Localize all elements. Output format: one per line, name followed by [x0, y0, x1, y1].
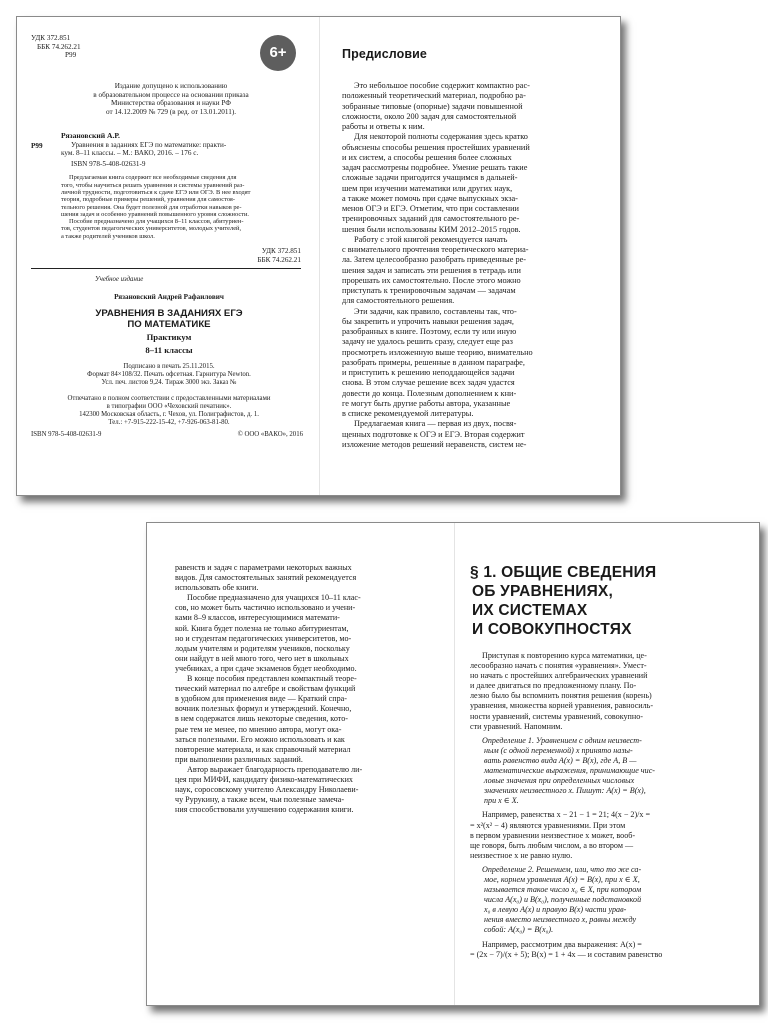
- text-line: числа A(x₀) и B(x₀), полученные подстановкой: [484, 895, 642, 905]
- imprint-line: Подписано в печать 25.11.2015.: [123, 363, 215, 371]
- abstract-line: того, чтобы научиться решать уравнения и системы уравнений раз-: [61, 181, 245, 189]
- definition-1: [470, 736, 747, 807]
- text-line: задачу не удалось решить сразу, следует еще раз: [342, 337, 513, 347]
- edition-subtitle: Практикум: [146, 332, 192, 343]
- section-title-line: ОБ УРАВНЕНИЯХ,: [472, 583, 613, 600]
- text-line: в списке рекомендуемой литературы.: [342, 409, 474, 418]
- text-line: вать равенство вида A(x) = B(x), где A, B —: [484, 755, 637, 765]
- library-entry: [31, 132, 307, 240]
- text-line: В конце пособия представлен компактный теоре-: [187, 674, 357, 684]
- text-line: изложение методов решений неравенств, систем не-: [342, 439, 527, 449]
- catalog-codes-repeat: [31, 247, 307, 264]
- section-title-line: И СОВОКУПНОСТЯХ: [472, 621, 632, 638]
- section-title-line: ИХ СИСТЕМАХ: [472, 602, 588, 619]
- library-code: Р99: [31, 142, 43, 150]
- edition-title-line: ПО МАТЕМАТИКЕ: [127, 319, 211, 331]
- imprint-line: 142300 Московская область, г. Чехов, ул. Полиграфистов, д. 1.: [79, 411, 259, 419]
- text-line: разобрать примеры, решенные в данном параграфе,: [342, 357, 525, 367]
- preface-continued-text: [175, 563, 432, 815]
- text-line: просмотреть изложенную выше теорию, внимательно: [342, 347, 533, 357]
- text-line: бы закрепить и упрочить навыки решения задач,: [342, 316, 514, 326]
- text-line: приступать к тренировочным задачам — задачам: [342, 286, 516, 295]
- text-line: Например, равенства x − 21 − 1 = 21; 4(x − 2)/x =: [482, 810, 651, 820]
- text-line: рые тем не менее, по мнению автора, могут ока-: [175, 724, 342, 734]
- abstract-line: тов, студентов педагогических университетов, молодых учителей,: [61, 225, 242, 233]
- text-line: заться полезными. Его можно использовать и как: [175, 734, 345, 744]
- abstract-line: личной трудности, подготовиться к сдаче ЕГЭ или ОГЭ. В нее входят: [61, 188, 251, 196]
- preface-continued-page: [147, 523, 454, 1005]
- text-line: кой. Книга будет полезна не только абитуриентам,: [175, 623, 349, 633]
- text-line: прорешать их самостоятельно. После этого можно: [342, 275, 521, 285]
- text-line: с внимательного прочтения теоретического материа-: [342, 245, 529, 254]
- preface-heading: Предисловие: [342, 47, 427, 61]
- copyright-page: [17, 17, 319, 495]
- text-line: задач рассмотрены подробнее. Умение решать такие: [342, 163, 528, 172]
- text-line: нения вместо неизвестного x, равны между: [484, 915, 637, 925]
- text-line: ловые значения при определенных числовых: [484, 776, 635, 786]
- text-line: использовать обе книги.: [175, 583, 259, 593]
- section-title: [470, 563, 747, 639]
- text-line: Пособие предназначено для учащихся 10–11 клас-: [187, 593, 361, 603]
- text-line: Приступая к повторению курса математики, це-: [482, 651, 647, 660]
- text-line: сложные задачи пригодится учащимся в дальней-: [342, 173, 518, 183]
- text-line: но и студентам педагогических университетов, мо-: [175, 633, 352, 643]
- text-line: тический материал по алгебре и свойствам функций: [175, 684, 356, 694]
- text-line: тренировочных заданий для самостоятельного ре-: [342, 214, 520, 224]
- text-line: цея при МИФИ, кандидату физико-математических: [175, 774, 353, 784]
- text-line: и их систем, а способы решения более сложных: [342, 152, 512, 162]
- text-line: в первом уравнении неизвестное x может, вооб-: [470, 830, 636, 840]
- text-line: Определение 2. Решением, или, что то же са-: [482, 864, 642, 874]
- abstract-line: Пособие предназначено для учащихся 8–11 классов, абитуриен-: [69, 218, 244, 226]
- text-line: положенный теоретический материал, подробно ра-: [342, 91, 526, 101]
- text-line: уравнения, множества корней уравнения, равносиль-: [470, 701, 654, 711]
- edition-title: [31, 308, 307, 330]
- approval-line: Министерства образования и науки РФ: [111, 99, 231, 108]
- text-line: менов ОГЭ и ЕГЭ. Отметим, что при составлении: [342, 204, 519, 213]
- book-spread-2: [146, 522, 760, 1006]
- abstract-line: а также родителей учеников школ.: [61, 232, 155, 240]
- text-line: равенств и задач с параметрами некоторых важных: [175, 563, 352, 572]
- library-description: кум. 8–11 классы. – М.: ВАКО, 2016. – 176 с.: [61, 149, 199, 158]
- text-line: и далее двигаться по предложенному плану. По-: [470, 681, 637, 691]
- text-line: сти уравнений. Напомним.: [470, 721, 563, 731]
- text-line: щенных подготовке к ОГЭ и ЕГЭ. Вторая содержит: [342, 429, 525, 439]
- approval-line: от 14.12.2009 № 729 (в ред. от 13.01.2011).: [105, 107, 237, 116]
- imprint-line: Усл. печ. листов 9,24. Тираж 3000 экз. Заказ №: [101, 379, 237, 387]
- imprint-line: Отпечатано в полном соответствии с предоставленными материалами: [67, 395, 271, 403]
- text-line: объяснены способы решения простейших уравнений: [342, 142, 530, 152]
- catalog-code-udk: УДК 372.851: [261, 247, 301, 256]
- text-line: работы и ответы к ним.: [342, 122, 425, 131]
- catalog-code-author: Р99: [65, 51, 77, 60]
- text-line: шения были использованы КИМ 2012–2015 годов.: [342, 224, 521, 234]
- text-line: = (2x − 7)/(x + 5); B(x) = 1 + 4x — и составим равенство: [470, 949, 663, 959]
- approval-line: Издание допущено к использованию: [114, 82, 228, 90]
- age-rating-badge: 6+: [260, 35, 296, 71]
- preface-text: [342, 81, 600, 450]
- section-intro: [470, 651, 747, 732]
- example-2: [470, 940, 747, 960]
- text-line: мое, корнем уравнения A(x) = B(x), при x ∈ X,: [484, 874, 640, 884]
- text-line: собой: A(x₀) = B(x₀).: [484, 925, 554, 935]
- section-page: [454, 523, 760, 1005]
- text-line: Предлагаемая книга — первая из двух, посвя-: [354, 419, 517, 429]
- text-line: шения задач и записать эти решения в тетрадь или: [342, 265, 521, 275]
- abstract-line: тельного решения. Она будет полезной для отработки навыков ре-: [61, 203, 242, 211]
- text-line: Для некоторой полноты содержания здесь кратко: [354, 132, 528, 142]
- text-line: шем при изучении математики или других наук,: [342, 183, 513, 193]
- catalog-code-udk: УДК 372.851: [31, 34, 71, 42]
- catalog-code-bbk: ББК 74.262.21: [37, 42, 81, 51]
- imprint-line: Формат 84×108/32. Печать офсетная. Гарнитура Newton.: [87, 371, 251, 379]
- text-line: ге могут быть другие работы автора, указанные: [342, 398, 511, 408]
- text-line: Это небольшое пособие содержит компактно рас-: [354, 81, 530, 90]
- text-line: при x ∈ X.: [484, 796, 519, 806]
- approval-notice: [56, 82, 286, 124]
- edition-author: Рязановский Андрей Рафаилович: [114, 292, 224, 301]
- footer-copyright: © ООО «ВАКО», 2016: [237, 431, 303, 439]
- edition-grades: 8–11 классы: [145, 345, 193, 356]
- text-line: Например, рассмотрим два выражения: A(x) =: [482, 939, 642, 949]
- text-line: ла. Затем целесообразно разобрать приведенные ре-: [342, 255, 527, 265]
- edition-type: Учебное издание: [95, 276, 144, 284]
- text-line: видов. Для самостоятельных занятий рекомендуется: [175, 573, 357, 583]
- text-line: = x²(x² − 4) являются уравнениями. При этом: [470, 820, 626, 830]
- catalog-code-bbk: ББК 74.262.21: [257, 255, 301, 264]
- library-isbn: ISBN 978-5-408-02631-9: [71, 159, 146, 168]
- text-line: ще говоря, быть любым числом, а во втором —: [470, 840, 634, 850]
- book-spread-1: [16, 16, 621, 496]
- library-author: Рязановский А.Р.: [61, 131, 120, 140]
- text-line: x₀ в левую A(x) и правую B(x) части урав-: [484, 905, 627, 915]
- text-line: ности уравнений, системы уравнений, совокупно-: [470, 711, 643, 721]
- text-line: ния способствовали улучшению содержания книги.: [175, 805, 354, 815]
- text-line: Автор выражает благодарность преподавателю ли-: [187, 764, 363, 774]
- text-line: сов, но может быть частично использовано и учени-: [175, 603, 356, 613]
- abstract-line: шения задач и особенно уравнений повышенного уровня сложности.: [61, 210, 249, 218]
- approval-line: в образовательном процессе на основании приказа: [93, 90, 249, 99]
- definition-2: [470, 865, 747, 936]
- text-line: учебниках, а при сдаче экзаменов будет необходимо.: [175, 663, 357, 673]
- text-line: зобранные типовые (опорные) задачи повышенной: [342, 101, 523, 111]
- text-line: повторение материала, и как справочный материал: [175, 744, 351, 754]
- text-line: называется такое число x₀ ∈ X, при котором: [484, 885, 642, 895]
- text-line: а также может помочь при сдаче выпускных экза-: [342, 193, 518, 203]
- example-1: [470, 810, 747, 860]
- abstract-line: теория, подробные примеры решений, уравнения для самостоя-: [61, 196, 235, 204]
- library-abstract: [61, 174, 307, 240]
- imprint: [31, 363, 307, 427]
- section-body: [470, 651, 747, 960]
- preface-page: [319, 17, 621, 495]
- text-line: но начать с простейших алгебраических уравнений: [470, 671, 648, 681]
- abstract-line: Предлагаемая книга содержит все необходимые сведения для: [69, 174, 237, 182]
- imprint-line: в типографии ООО «Чеховский печатник».: [106, 403, 232, 411]
- text-line: довести до конца. Полезным дополнением к кни-: [342, 388, 517, 398]
- text-line: Определение 1. Уравнением с одним неизвест-: [482, 735, 642, 745]
- text-line: ками 8–9 классов, интересующимися математи-: [175, 613, 340, 623]
- text-line: Работу с этой книгой рекомендуется начать: [354, 234, 508, 244]
- text-line: в удобном для применения виде — Краткий спра-: [175, 694, 347, 704]
- text-line: лесообразно начать с понятия «уравнения». Умест-: [470, 661, 647, 671]
- text-line: вочник полезных формул и утверждений. Конечно,: [175, 704, 352, 714]
- imprint-line: Тел.: +7-915-222-15-42, +7-926-063-81-80.: [108, 419, 230, 427]
- text-line: для самостоятельного решения.: [342, 296, 455, 306]
- text-line: Эти задачи, как правило, составлены так, что-: [354, 306, 517, 316]
- text-line: разобранных в книге. Поэтому, если ту или иную: [342, 327, 517, 336]
- text-line: чу Рурукину, а также всем, чьи полезные замеча-: [175, 795, 345, 805]
- text-line: сложности, около 200 задач для самостоятельной: [342, 111, 517, 121]
- section-title-line: § 1. ОБЩИЕ СВЕДЕНИЯ: [470, 564, 657, 581]
- library-description: Уравнения в заданиях ЕГЭ по математике: практи-: [71, 140, 227, 149]
- divider: [31, 268, 301, 269]
- text-line: снова. В этом случае решение всех задач удастся: [342, 378, 515, 388]
- text-line: в нем содержатся лишь некоторые сведения, кото-: [175, 714, 348, 724]
- edition-title-line: УРАВНЕНИЯ В ЗАДАНИЯХ ЕГЭ: [95, 308, 243, 320]
- text-line: при выполнении различных заданий.: [175, 754, 303, 764]
- text-line: наук, соросовскому учителю Александру Николаеви-: [175, 785, 359, 795]
- footer-isbn: ISBN 978-5-408-02631-9: [31, 431, 102, 439]
- text-line: они найдут в ней много того, чего нет в школьных: [175, 653, 349, 663]
- text-line: ным (с одной переменной) x принято назы-: [484, 745, 633, 755]
- text-line: математические выражения, принимающие чис-: [484, 766, 656, 776]
- text-line: неизвестное x не равно нулю.: [470, 850, 573, 860]
- text-line: и приступить к решению неподдающейся задачи: [342, 368, 515, 377]
- text-line: значениях неизвестного x. Пишут: A(x) = B(x),: [484, 786, 646, 796]
- text-line: лезно было бы вспомнить понятия решения (корень): [470, 691, 652, 701]
- page-footer: [31, 431, 307, 440]
- text-line: лодым учителям и родителям учеников, поскольку: [175, 643, 350, 653]
